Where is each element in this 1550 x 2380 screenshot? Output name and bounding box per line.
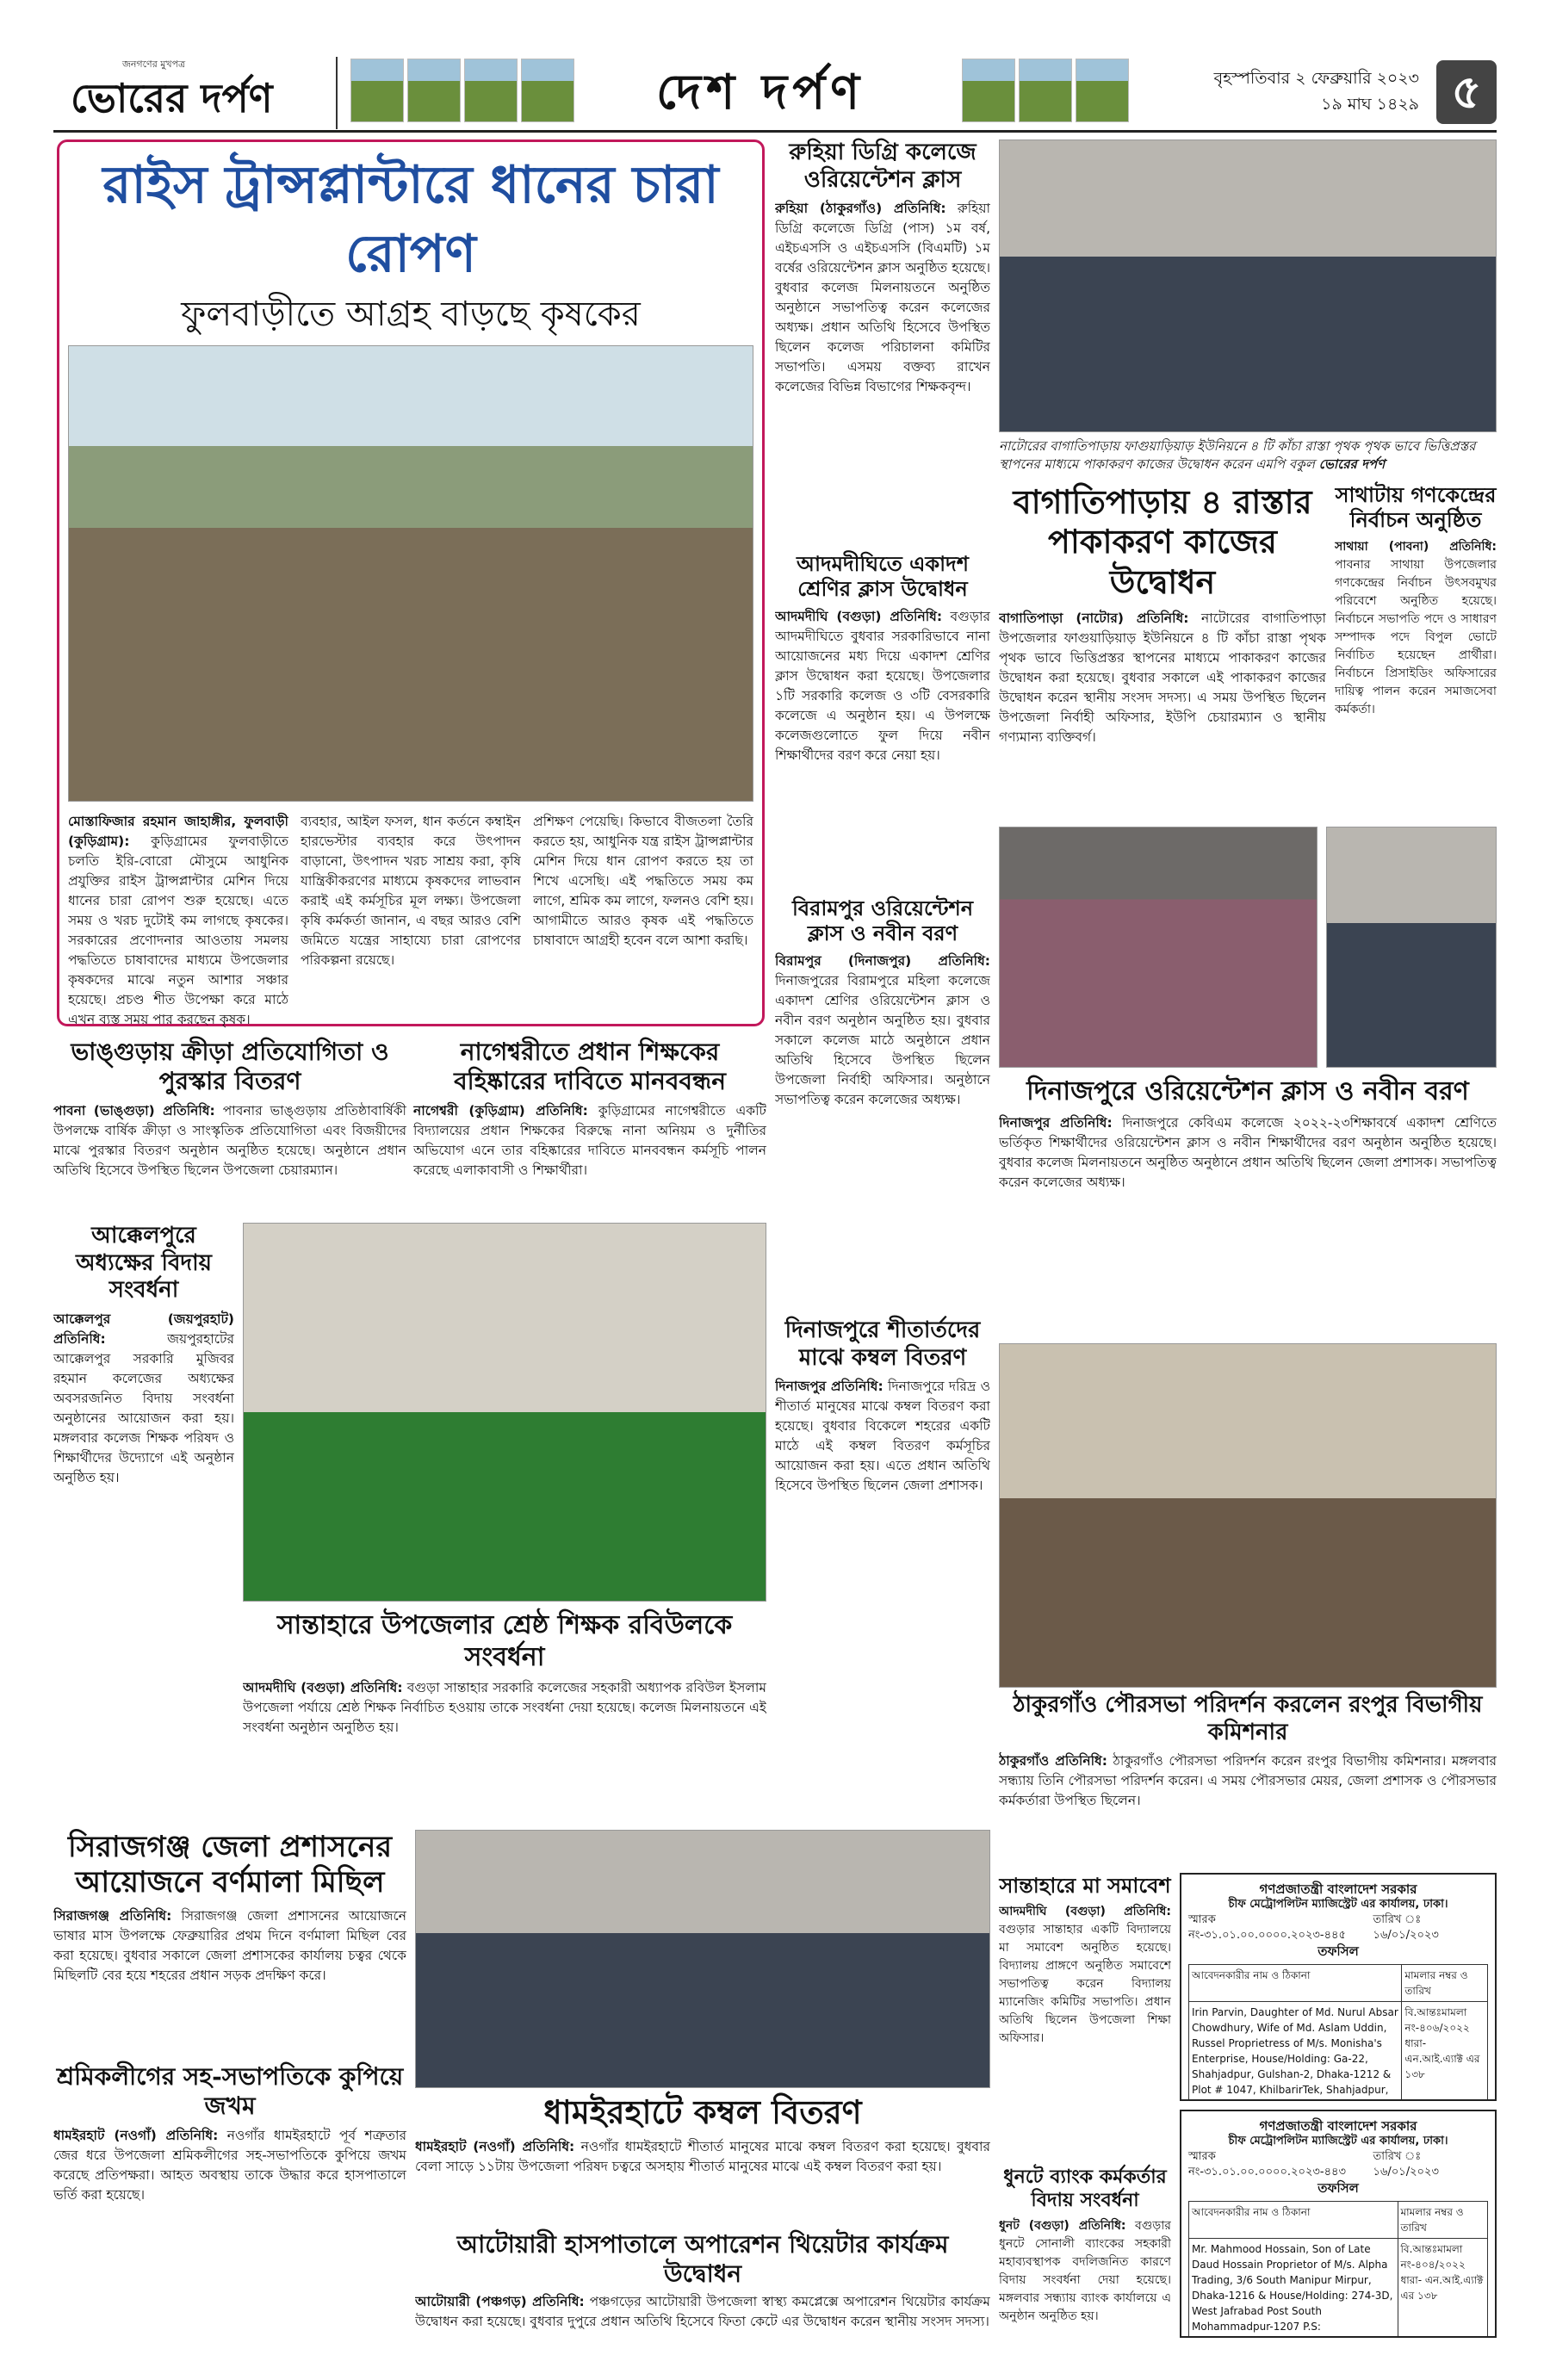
lead-col1-text: কুড়িগ্রামের ফুলবাড়ীতে চলতি ইরি-বোরো মৌসুমে আধুনিক প্রযুক্তির রাইস ট্রান্সপ্লান্টার মেশিন দিয়ে ধানের চারা রোপণ শুরু হয়েছে। এতে সময় ও খরচ দুটোই কম লাগছে কৃষকের। সরকারের প্রণোদনার আওতায় সমলয় পদ্ধতিতে চাষাবাদের মাধ্যমে উপজেলার কৃষকদের মাঝে নতুন আশার সঞ্চার হয়েছে। প্রচণ্ড শীত উপেক্ষা করে মাঠে এখন ব্যস্ত সময় পার করছেন কৃষক। xyxy=(68,834,288,1027)
story-byline: আদমদীঘি (বগুড়া) প্রতিনিধি: xyxy=(243,1680,403,1696)
section-title: দেশ দর্পণ xyxy=(656,64,865,121)
story-headline: আটোয়ারী হাসপাতালে অপারেশন থিয়েটার কার্যক্রম উদ্বোধন xyxy=(456,2230,949,2289)
notice-date: তারিখ ঃ ১৬/০১/২০২৩ xyxy=(1373,2150,1439,2179)
story-text: বগুড়া সান্তাহার সরকারি কলেজের সহকারী অধ্যাপক রবিউল ইসলাম উপজেলা পর্যায়ে শ্রেষ্ঠ শিক্ষক নির্বাচিত হওয়ায় তাকে সংবর্ধনা দেয়া হয়েছে। কলেজ মিলনায়তনে এই সংবর্ধনা অনুষ্ঠান অনুষ্ঠিত হয়। xyxy=(243,1680,766,1736)
lead-headline: রাইস ট্রান্সপ্লান্টারে ধানের চারা রোপণ xyxy=(102,155,719,284)
thumb-photo xyxy=(1019,59,1072,122)
bagati-photo xyxy=(999,139,1497,432)
lead-subhead: ফুলবাড়ীতে আগ্রহ বাড়ছে কৃষকের xyxy=(181,294,641,334)
notice-memo-row xyxy=(1188,2149,1488,2180)
story-text: দিনাজপুরে কেবিএম কলেজে ২০২২-২৩শিক্ষাবর্ষে একাদশ শ্রেণিতে ভর্তিকৃত শিক্ষার্থীদের ওরিয়েন্টেশন ক্লাস ও নবীন শিক্ষার্থীদের বরণ অনুষ্ঠান অনুষ্ঠিত হয়েছে। বুধবার কলেজ মিলনায়তনে অনুষ্ঠিত অনুষ্ঠানে প্রধান অতিথি ছিলেন জেলা প্রশাসক। সভাপতিত্ব করেন কলেজের অধ্যক্ষ। xyxy=(999,1114,1497,1190)
story-bagatipara xyxy=(999,482,1326,827)
story-headline: আক্কেলপুরে অধ্যক্ষের বিদায় সংবর্ধনা xyxy=(76,1223,212,1304)
brand-tagline: জনগণের মুখপত্র xyxy=(122,59,186,70)
story-headline: ঠাকুরগাঁও পৌরসভা পরিদর্শন করলেন রংপুর বিভাগীয় কমিশনার xyxy=(1013,1692,1483,1745)
story-byline: বাগাতিপাড়া (নাটোর) প্রতিনিধি: xyxy=(999,610,1189,627)
story-headline: নাগেশ্বরীতে প্রধান শিক্ষকের বহিষ্কারের দাবিতে মানববন্ধন xyxy=(454,1038,726,1096)
story-body xyxy=(775,951,990,1287)
thumb-photo xyxy=(350,59,404,122)
story-headline: ধামইরহাটে কম্বল বিতরণ xyxy=(543,2092,862,2131)
story-byline: পাবনা (ভাঙ্গুড়া) প্রতিনিধি: xyxy=(53,1103,215,1119)
thumb-photo xyxy=(407,59,461,122)
date-gregorian: বৃহস্পতিবার ২ ফেব্রুয়ারি ২০২৩ xyxy=(1213,69,1419,88)
lead-photo xyxy=(68,345,753,802)
lead-byline: মোস্তাফিজার রহমান জাহাঙ্গীর, ফুলবাড়ী (কুড়িগ্রাম): xyxy=(68,814,288,849)
story-byline: আদমদীঘি (বগুড়া) প্রতিনিধি: xyxy=(999,1905,1171,1919)
notice-office: চীফ মেট্রোপলিটন ম্যাজিস্ট্রেট এর কার্যালয়, ঢাকা। xyxy=(1228,1898,1448,1911)
story-byline: আদমদীঘি (বগুড়া) প্রতিনিধি: xyxy=(775,608,943,624)
legal-notice-1 xyxy=(1180,1873,1497,2101)
story-headline: ভাঙ্গুড়ায় ক্রীড়া প্রতিযোগিতা ও পুরস্কার বিতরণ xyxy=(71,1038,389,1096)
story-body xyxy=(53,1101,406,1196)
story-headline: বিরামপুর ওরিয়েন্টেশন ক্লাস ও নবীন বরণ xyxy=(791,896,974,946)
story-body xyxy=(999,609,1326,841)
story-text: কুড়িগ্রামের নাগেশ্বরীতে একটি বিদ্যালয়ের প্রধান শিক্ষকের বিরুদ্ধে নানা অনিয়ম ও দুর্নীতির অভিযোগ এনে তার বহিষ্কারের দাবিতে মানববন্ধন কর্মসূচি পালন করেছে এলাকাবাসী ও শিক্ষার্থীরা। xyxy=(413,1103,766,1179)
brand-name: ভোরের দর্পণ xyxy=(71,75,273,121)
notice-org: গণপ্রজাতন্ত্রী বাংলাদেশ সরকার xyxy=(1259,2118,1417,2134)
story-text: নওগাঁর ধামইরহাটে পূর্ব শত্রুতার জের ধরে উপজেলা শ্রমিকলীগের সহ-সভাপতিকে কুপিয়ে জখম করেছে প্রতিপক্ষরা। আহত অবস্থায় তাকে উদ্ধার করে হাসপাতালে ভর্তি করা হয়েছে। xyxy=(53,2128,406,2203)
story-text: সিরাজগঞ্জ জেলা প্রশাসনের আয়োজনে ভাষার মাস উপলক্ষে ফেব্রুয়ারির প্রথম দিনে বর্ণমালা মিছিল বের করা হয়েছে। বুধবার সকালে জেলা প্রশাসকের কার্যালয় চত্বর থেকে মিছিলটি বের হয়ে শহরের প্রধান সড়ক প্রদক্ষিণ করে। xyxy=(53,1907,406,1983)
notice-date: তারিখ ঃ ১৬/০১/২০২৩ xyxy=(1373,1913,1439,1942)
caption-text: নাটোরের বাগাতিপাড়ায় ফাগুয়াড়িয়াড় ইউনিয়নে ৪ টি কাঁচা রাস্তা পৃথক পৃথক ভাবে ভিত্তিপ্রস্তর স্থাপনের মাধ্যমে পাকাকরণ কাজের উদ্বোধন করেন এমপি বকুল xyxy=(999,438,1476,472)
story-santahar-teacher xyxy=(243,1610,766,1817)
story-text: রুহিয়া ডিগ্রি কলেজে ডিগ্রি (পাস) ১ম বর্ষ, এইচএসসি ও এইচএসসি (বিএমটি) ১ম বর্ষের ওরিয়েন্টেশন ক্লাস অনুষ্ঠিত হয়েছে। বুধবার কলেজ মিলনায়তনে অনুষ্ঠিত অনুষ্ঠানে সভাপতিত্ব করেন কলেজের অধ্যক্ষ। প্রধান অতিথি হিসেবে উপস্থিত ছিলেন কলেজ পরিচালনা কমিটির সভাপতি। এসময় বক্তব্য রাখেন কলেজের বিভিন্ন বিভাগের শিক্ষকবৃন্দ। xyxy=(775,201,990,395)
lead-col-2: ব্যবহার, আইল ফসল, ধান কর্তনে কম্বাইন হারভেস্টার ব্যবহার করে উৎপাদন বাড়ানো, উৎপাদন খরচ সাশ্রয় করা, কৃষি যান্ত্রিকীকরণের মাধ্যমে কৃষকদের লাভবান করাই এই কর্মসূচির মূল লক্ষ্য। উপজেলা কৃষি কর্মকর্তা জানান, এ বছর আরও বেশি জমিতে যন্ত্রের সাহায্যে চারা রোপণের পরিকল্পনা রয়েছে। xyxy=(301,814,521,968)
story-text: বগুড়ার ধুনটে সোনালী ব্যাংকের সহকারী মহাব্যবস্থাপক বদলিজনিত কারণে বিদায় সংবর্ধনা দেয়া হয়েছে। মঙ্গলবার সন্ধ্যায় ব্যাংক কার্যালয়ে এ অনুষ্ঠান অনুষ্ঠিত হয়। xyxy=(999,2218,1171,2323)
story-text: দিনাজপুরে দরিদ্র ও শীতার্ত মানুষের মাঝে কম্বল বিতরণ করা হয়েছে। বুধবার বিকেলে শহরের একটি মাঠে এই কম্বল বিতরণ কর্মসূচির আয়োজন করা হয়। এতে প্রধান অতিথি হিসেবে উপস্থিত ছিলেন জেলা প্রশাসক। xyxy=(775,1379,990,1494)
dhamoirhat-blanket-photo xyxy=(415,1830,990,2088)
story-text: জয়পুরহাটের আক্কেলপুর সরকারি মুজিবর রহমান কলেজের অধ্যক্ষের অবসরজনিত বিদায় সংবর্ধনা অনুষ্ঠানের আয়োজন করা হয়। মঙ্গলবার কলেজ শিক্ষক পরিষদ ও শিক্ষার্থীদের উদ্যোগে এই অনুষ্ঠান অনুষ্ঠিত হয়। xyxy=(53,1331,234,1486)
dateline xyxy=(1214,65,1419,117)
notice-heading: তফসিল xyxy=(1318,1943,1359,1959)
story-body xyxy=(999,1751,1497,1872)
story-headline: আদমদীঘিতে একাদশ শ্রেণির ক্লাস উদ্বোধন xyxy=(797,551,969,602)
story-byline: আক্কেলপুর (জয়পুরহাট) প্রতিনিধি: xyxy=(53,1311,234,1348)
notice-col2: মামলার নম্বর ও তারিখ xyxy=(1398,2202,1488,2239)
story-headline: দিনাজপুরে শীতার্তদের মাঝে কম্বল বিতরণ xyxy=(784,1317,981,1371)
story-body xyxy=(775,199,990,526)
story-byline: দিনাজপুর প্রতিনিধি: xyxy=(775,1379,884,1395)
story-dinajpur-blanket xyxy=(775,1317,990,1817)
notice-memo: স্মারক নং-৩১.০১.০০.০০০০.২০২৩-৪৪৫ xyxy=(1188,1913,1346,1942)
thumb-photo xyxy=(464,59,518,122)
notice-applicant: Irin Parvin, Daughter of Md. Nurul Absar Chowdhury, Wife of Md. Aslam Uddin, Russel Proprietress of M/s. Monisha's Enterprise, House/Holding: Ga-22, Shahjadpur, Gulshan-2, Dhaka-1212 & Plot # 1047, KhilbarirTek, Shahjadpur, xyxy=(1189,2002,1402,2102)
story-byline: ধুনট (বগুড়া) প্রতিনিধি: xyxy=(999,2218,1126,2233)
story-atoari xyxy=(415,2230,990,2338)
story-birampur xyxy=(775,896,990,1309)
notice-table xyxy=(1188,2201,1488,2338)
story-dinajpur-orientation xyxy=(999,1076,1497,1335)
story-byline: দিনাজপুর প্রতিনিধি: xyxy=(999,1114,1113,1131)
notice-memo-row xyxy=(1188,1912,1488,1943)
story-nageswari xyxy=(413,1038,766,1210)
commissioner-photo xyxy=(999,1343,1497,1688)
notice-case: বি.আন্তঃমামলা নং-৪০৬/২০২২ ধারা- এন.আই.এ্যাক্ট এর ১৩৮ xyxy=(1402,2002,1488,2102)
story-sathia xyxy=(1335,482,1497,827)
story-headline: সান্তাহারে মা সমাবেশ xyxy=(999,1873,1171,1898)
story-text: পঞ্চগড়ের আটোয়ারী উপজেলা স্বাস্থ্য কমপ্লেক্সে অপারেশন থিয়েটার কার্যক্রম উদ্বোধন করা হয়েছে। বুধবার দুপুরে প্রধান অতিথি হিসেবে ফিতা কেটে এর উদ্বোধন করেন স্থানীয় সংসদ সদস্য। xyxy=(415,2294,990,2330)
notice-office: চীফ মেট্রোপলিটন ম্যাজিস্ট্রেট এর কার্যালয়, ঢাকা। xyxy=(1228,2135,1448,2148)
story-santahar-mother xyxy=(999,1873,1171,2157)
story-byline: সাথায়া (পাবনা) প্রতিনিধি: xyxy=(1335,539,1497,554)
notice-memo: স্মারক নং-৩১.০১.০০.০০০০.২০২৩-৪৪৩ xyxy=(1188,2150,1346,2179)
bagati-photo-caption xyxy=(999,437,1497,475)
legal-notice-2 xyxy=(1180,2110,1497,2338)
story-headline: সিরাজগঞ্জ জেলা প্রশাসনের আয়োজনে বর্ণমালা মিছিল xyxy=(67,1830,393,1900)
story-body xyxy=(53,2126,406,2341)
thumb-photo xyxy=(962,59,1015,122)
masthead-thumbs-right xyxy=(962,59,1129,126)
story-body xyxy=(413,1101,766,1196)
story-text: নওগাঁর ধামইরহাটে শীতার্ত মানুষের মাঝে কম্বল বিতরণ করা হয়েছে। বুধবার বেলা সাড়ে ১১টায় উপজেলা পরিষদ চত্বরে অসহায় শীতার্ত মানুষের মাঝে এই কম্বল বিতরণ করা হয়। xyxy=(415,2139,990,2175)
brand-logo xyxy=(53,57,338,129)
story-text: পাবনার সাথায়া উপজেলার গণকেন্দ্রের নির্বাচন উৎসবমুখর পরিবেশে অনুষ্ঠিত হয়েছে। নির্বাচনে সভাপতি পদে ও সাধারণ সম্পাদক পদে বিপুল ভোটে নির্বাচিত হয়েছেন প্রার্থীরা। নির্বাচনে প্রিসাইডিং অফিসারের দায়িত্ব পালন করেন সমাজসেবা কর্মকর্তা। xyxy=(1335,557,1497,716)
story-byline: নাগেশ্বরী (কুড়িগ্রাম) প্রতিনিধি: xyxy=(413,1103,588,1119)
page-number: ৫ xyxy=(1436,60,1497,124)
story-sramik xyxy=(53,2062,406,2329)
story-body xyxy=(775,607,990,865)
story-headline: শ্রমিকলীগের সহ-সভাপতিকে কুপিয়ে জখম xyxy=(56,2062,404,2121)
caption-credit: ভোরের দর্পণ xyxy=(1318,456,1386,472)
lead-story xyxy=(57,139,765,1026)
notice-table xyxy=(1188,1964,1488,2101)
notice-col2: মামলার নম্বর ও তারিখ xyxy=(1402,1965,1488,2002)
story-text: বগুড়ার আদমদীঘিতে বুধবার সরকারিভাবে নানা আয়োজনের মধ্য দিয়ে একাদশ শ্রেণির ক্লাস উদ্বোধন করা হয়েছে। উপজেলার ১টি সরকারি কলেজ ও ৩টি বেসরকারি কলেজে এ অনুষ্ঠান হয়। এ উপলক্ষে কলেজগুলোতে ফুল দিয়ে নবীন শিক্ষার্থীদের বরণ করে নেয়া হয়। xyxy=(775,608,990,763)
masthead xyxy=(53,53,1497,133)
orientation-hall-photo xyxy=(999,827,1318,1068)
story-text: দিনাজপুরের বিরামপুরে মহিলা কলেজে একাদশ শ্রেণির ওরিয়েন্টেশন ক্লাস ও নবীন বরণ অনুষ্ঠান অনুষ্ঠিত হয়। বুধবার সকালে কলেজ মাঠে অনুষ্ঠানে প্রধান অতিথি হিসেবে উপস্থিত ছিলেন উপজেলা নির্বাহী অফিসার। অনুষ্ঠানে সভাপতিত্ব করেন কলেজের অধ্যক্ষ। xyxy=(775,972,990,1107)
story-byline: আটোয়ারী (পঞ্চগড়) প্রতিনিধি: xyxy=(415,2294,585,2310)
story-byline: বিরামপুর (দিনাজপুর) প্রতিনিধি: xyxy=(775,952,990,969)
story-body xyxy=(53,1310,234,1826)
story-body xyxy=(999,1903,1171,2144)
notice-applicant: Mr. Mahmood Hossain, Son of Late Daud Hossain Proprietor of M/s. Alpha Trading, 3/6 South Manipur Mirpur, Dhaka-1216 & House/Holding: 274-3D, West Jafrabad Post South Mohammadpur-1207 P.S: xyxy=(1189,2239,1398,2339)
story-dhunot xyxy=(999,2166,1171,2338)
story-text: বগুড়ার সান্তাহার একটি বিদ্যালয়ে মা সমাবেশ অনুষ্ঠিত হয়েছে। বিদ্যালয় প্রাঙ্গণে অনুষ্ঠিত সমাবেশে সভাপতিত্ব করেন বিদ্যালয় ম্যানেজিং কমিটির সভাপতি। প্রধান অতিথি ছিলেন উপজেলা শিক্ষা অফিসার। xyxy=(999,1923,1171,2046)
notice-heading: তফসিল xyxy=(1318,2180,1359,2196)
story-rauhia xyxy=(775,139,990,544)
story-text: ঠাকুরগাঁও পৌরসভা পরিদর্শন করেন রংপুর বিভাগীয় কমিশনার। মঙ্গলবার সন্ধ্যায় তিনি পৌরসভা পরিদর্শন করেন। এ সময় পৌরসভার মেয়র, জেলা প্রশাসক ও পৌরসভার কর্মকর্তারা উপস্থিত ছিলেন। xyxy=(999,1753,1497,1809)
story-headline: বাগাতিপাড়ায় ৪ রাস্তার পাকাকরণ কাজের উদ্বোধন xyxy=(1013,482,1312,601)
speaker-photo xyxy=(1326,827,1497,1068)
lead-col-3: প্রশিক্ষণ পেয়েছি। কিভাবে বীজতলা তৈরি করতে হয়, আধুনিক যন্ত্র রাইস ট্রান্সপ্লান্টার মেশিন দিয়ে ধান রোপণ করতে হয় তা শিখে এসেছি। এই পদ্ধতিতে সময় কম লাগে, শ্রমিক কম লাগে, ফলনও বেশি হয়। আগামীতে আরও কৃষক এই পদ্ধতিতে চাষাবাদে আগ্রহী হবেন বলে আশা করছি। xyxy=(533,814,753,948)
story-headline: সাথাটায় গণকেন্দ্রের নির্বাচন অনুষ্ঠিত xyxy=(1335,482,1497,533)
award-photo xyxy=(243,1223,766,1602)
story-bhangura xyxy=(53,1038,406,1210)
story-thakurgaon xyxy=(999,1692,1497,1864)
story-adamdighi xyxy=(775,551,990,887)
story-headline: সান্তাহারে উপজেলার শ্রেষ্ঠ শিক্ষক রবিউলকে সংবর্ধনা xyxy=(276,1610,733,1672)
story-byline: সিরাজগঞ্জ প্রতিনিধি: xyxy=(53,1907,172,1924)
story-body xyxy=(999,1113,1497,1320)
story-byline: ধামইরহাট (নওগাঁ) প্রতিনিধি: xyxy=(415,2139,575,2155)
story-body xyxy=(415,2292,990,2340)
thumb-photo xyxy=(1076,59,1129,122)
story-dhamoirhat xyxy=(415,2092,990,2222)
story-akkelpur xyxy=(53,1223,234,1817)
notice-col1: আবেদনকারীর নাম ও ঠিকানা xyxy=(1189,2202,1398,2239)
story-body xyxy=(999,2217,1171,2338)
story-headline: ধুনটে ব্যাংক কর্মকর্তার বিদায় সংবর্ধনা xyxy=(1003,2166,1167,2211)
story-byline: রুহিয়া (ঠাকুরগাঁও) প্রতিনিধি: xyxy=(775,201,946,217)
story-text: পাবনার ভাঙ্গুড়ায় প্রতিষ্ঠাবার্ষিকী উপলক্ষে বার্ষিক ক্রীড়া ও সাংস্কৃতিক প্রতিযোগিতা এবং বিজয়ীদের মাঝে পুরস্কার বিতরণ অনুষ্ঠান অনুষ্ঠিত হয়েছে। অনুষ্ঠানে প্রধান অতিথি হিসেবে উপস্থিত ছিলেন উপজেলা চেয়ারম্যান। xyxy=(53,1103,406,1179)
date-bangla: ১৯ মাঘ ১৪২৯ xyxy=(1321,95,1419,114)
notice-org: গণপ্রজাতন্ত্রী বাংলাদেশ সরকার xyxy=(1259,1881,1417,1897)
story-body xyxy=(775,1377,990,1799)
story-headline: রুহিয়া ডিগ্রি কলেজে ওরিয়েন্টেশন ক্লাস xyxy=(789,139,976,193)
story-byline: ঠাকুরগাঁও প্রতিনিধি: xyxy=(999,1753,1107,1770)
masthead-thumbs-left xyxy=(350,59,574,126)
notice-col1: আবেদনকারীর নাম ও ঠিকানা xyxy=(1189,1965,1402,2002)
story-body xyxy=(53,1906,406,2036)
story-sirajganj xyxy=(53,1830,406,2054)
story-body xyxy=(243,1678,766,1833)
story-body xyxy=(1335,538,1497,805)
thumb-photo xyxy=(521,59,574,122)
story-body xyxy=(415,2137,990,2215)
story-text: নাটোরের বাগাতিপাড়া উপজেলার ফাগুয়াড়িয়াড় ইউনিয়নে ৪ টি কাঁচা রাস্তা পৃথক পৃথক ভাবে ভিত্তিপ্রস্তর স্থাপনের মাধ্যমে পাকাকরণ কাজের উদ্বোধন করা হয়েছে। বুধবার সকালে এই পাকাকরণ কাজের উদ্বোধন করেন স্থানীয় সংসদ সদস্য। এ সময় উপস্থিত ছিলেন উপজেলা নির্বাহী অফিসার, ইউপি চেয়ারম্যান ও স্থানীয় গণ্যমান্য ব্যক্তিবর্গ। xyxy=(999,610,1326,746)
story-byline: ধামইরহাট (নওগাঁ) প্রতিনিধি: xyxy=(53,2128,219,2144)
story-headline: দিনাজপুরে ওরিয়েন্টেশন ক্লাস ও নবীন বরণ xyxy=(1026,1076,1469,1106)
notice-case: বি.আন্তঃমামলা নং-৪০৪/২০২২ ধারা- এন.আই.এ্যাক্ট এর ১৩৮ xyxy=(1398,2239,1488,2339)
